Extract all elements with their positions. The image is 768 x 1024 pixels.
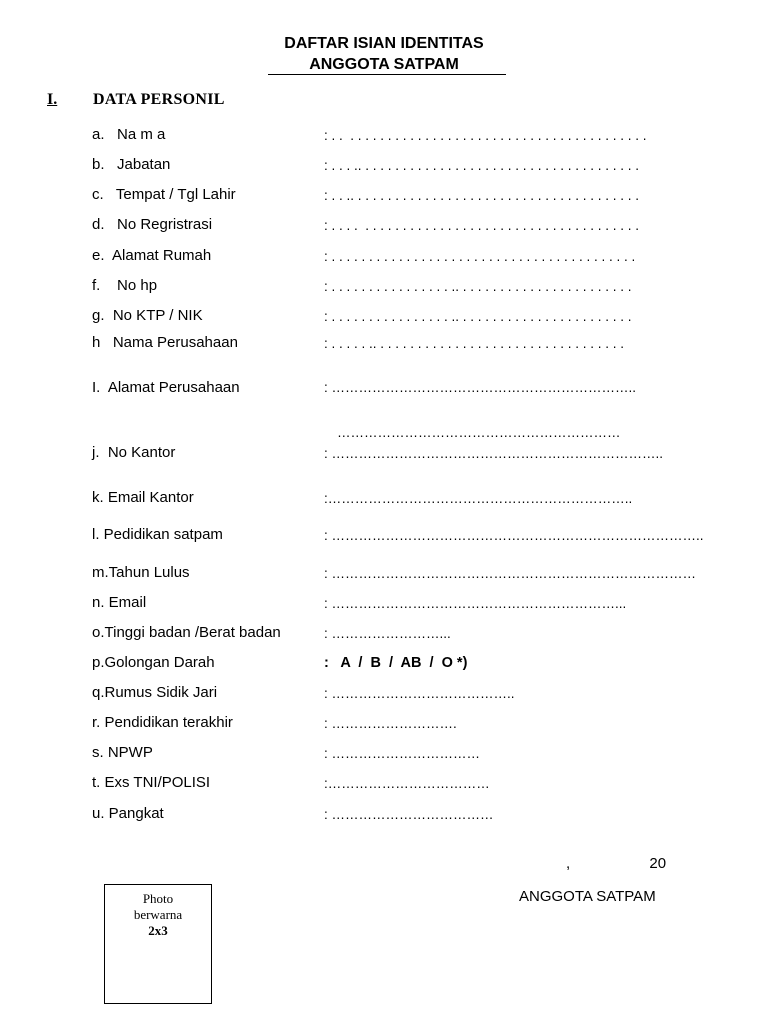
signature-role: ANGGOTA SATPAM xyxy=(519,888,656,905)
field-label-jabatan: b. Jabatan xyxy=(92,156,171,173)
title-underline xyxy=(268,74,506,75)
photo-box-line2: berwarna xyxy=(133,907,183,922)
field-value-email: : ………………………………………………………... xyxy=(324,596,627,611)
field-label-email-kantor: k. Email Kantor xyxy=(92,489,194,506)
field-value-tahun-lulus: : ……………………………………………………………………… xyxy=(324,566,697,581)
field-label-nama: a. Na m a xyxy=(92,126,166,143)
field-value-rumus-sidik-jari: : ………………………………….. xyxy=(324,686,515,701)
field-value-pangkat: : ……………………………… xyxy=(324,807,494,822)
field-label-tahun-lulus: m.Tahun Lulus xyxy=(92,564,190,581)
photo-box xyxy=(104,884,212,1004)
field-label-npwp: s. NPWP xyxy=(92,744,153,761)
field-value-alamat-perusahaan-continuation: ……………………………………………………… xyxy=(337,425,621,440)
field-label-pendidikan-satpam: l. Pedidikan satpam xyxy=(92,526,223,543)
field-label-email: n. Email xyxy=(92,594,147,611)
field-label-pangkat: u. Pangkat xyxy=(92,805,164,822)
field-value-no-registrasi: : . . . . . . . . . . . . . . . . . . . . . . . . . . . . . . . . . . . . . . . . . xyxy=(324,218,640,233)
field-value-no-ktp: : . . . . . . . . . . . . . . . . .. . . . . . . . . . . . . . . . . . . . . . . . xyxy=(324,309,632,324)
document-title-line1: DAFTAR ISIAN IDENTITAS xyxy=(284,35,484,52)
photo-box-line1: Photo xyxy=(142,891,174,906)
field-value-pendidikan-satpam: : ……………………………………………………………………….. xyxy=(324,528,704,543)
field-value-no-kantor: : ……………………………………………………………….. xyxy=(324,446,664,461)
field-label-no-kantor: j. No Kantor xyxy=(92,444,176,461)
field-value-tempat-tgl-lahir: : . . .. . . . . . . . . . . . . . . . . . . . . . . . . . . . . . . . . . . . . . . xyxy=(324,188,640,203)
field-value-tinggi-berat-badan: : ……………………... xyxy=(324,626,451,641)
signature-date-line: , 20 xyxy=(566,855,667,872)
field-label-nama-perusahaan: h Nama Perusahaan xyxy=(92,334,238,351)
field-label-rumus-sidik-jari: q.Rumus Sidik Jari xyxy=(92,684,218,701)
field-label-alamat-rumah: e. Alamat Rumah xyxy=(92,247,212,264)
field-label-tempat-tgl-lahir: c. Tempat / Tgl Lahir xyxy=(92,186,236,203)
field-label-no-ktp: g. No KTP / NIK xyxy=(92,307,203,324)
document-title-line2: ANGGOTA SATPAM xyxy=(309,56,459,73)
field-label-no-hp: f. No hp xyxy=(92,277,158,294)
field-label-no-registrasi: d. No Regristrasi xyxy=(92,216,213,233)
field-value-npwp: : …………………………… xyxy=(324,746,481,761)
field-label-alamat-perusahaan: I. Alamat Perusahaan xyxy=(92,379,240,396)
field-value-golongan-darah: : A / B / AB / O *) xyxy=(324,655,468,671)
field-value-nama: : . . . . . . . . . . . . . . . . . . . . . . . . . . . . . . . . . . . . . . . . . . xyxy=(324,128,647,143)
photo-box-size: 2x3 xyxy=(148,923,168,938)
field-label-golongan-darah: p.Golongan Darah xyxy=(92,654,215,671)
field-value-exs-tni-polisi: :……………………………… xyxy=(324,776,490,791)
field-value-alamat-perusahaan: : ………………………………………………………….. xyxy=(324,380,637,395)
field-value-pendidikan-terakhir: : ………………………. xyxy=(324,716,457,731)
field-label-exs-tni-polisi: t. Exs TNI/POLISI xyxy=(92,774,211,791)
field-value-no-hp: : . . . . . . . . . . . . . . . . .. . . . . . . . . . . . . . . . . . . . . . . . xyxy=(324,279,632,294)
field-label-pendidikan-terakhir: r. Pendidikan terakhir xyxy=(92,714,233,731)
field-label-tinggi-berat-badan: o.Tinggi badan /Berat badan xyxy=(92,624,281,641)
section-number: I. xyxy=(47,91,58,108)
field-value-nama-perusahaan: : . . . . . .. . . . . . . . . . . . . . . . . . . . . . . . . . . . . . . . . . xyxy=(324,336,625,351)
field-value-alamat-rumah: : . . . . . . . . . . . . . . . . . . . . . . . . . . . . . . . . . . . . . . . . . xyxy=(324,249,636,264)
field-value-email-kantor: :………………………………………………………….. xyxy=(324,491,633,506)
section-title: DATA PERSONIL xyxy=(93,91,225,108)
field-value-jabatan: : . . . .. . . . . . . . . . . . . . . . . . . . . . . . . . . . . . . . . . . . . . xyxy=(324,158,640,173)
